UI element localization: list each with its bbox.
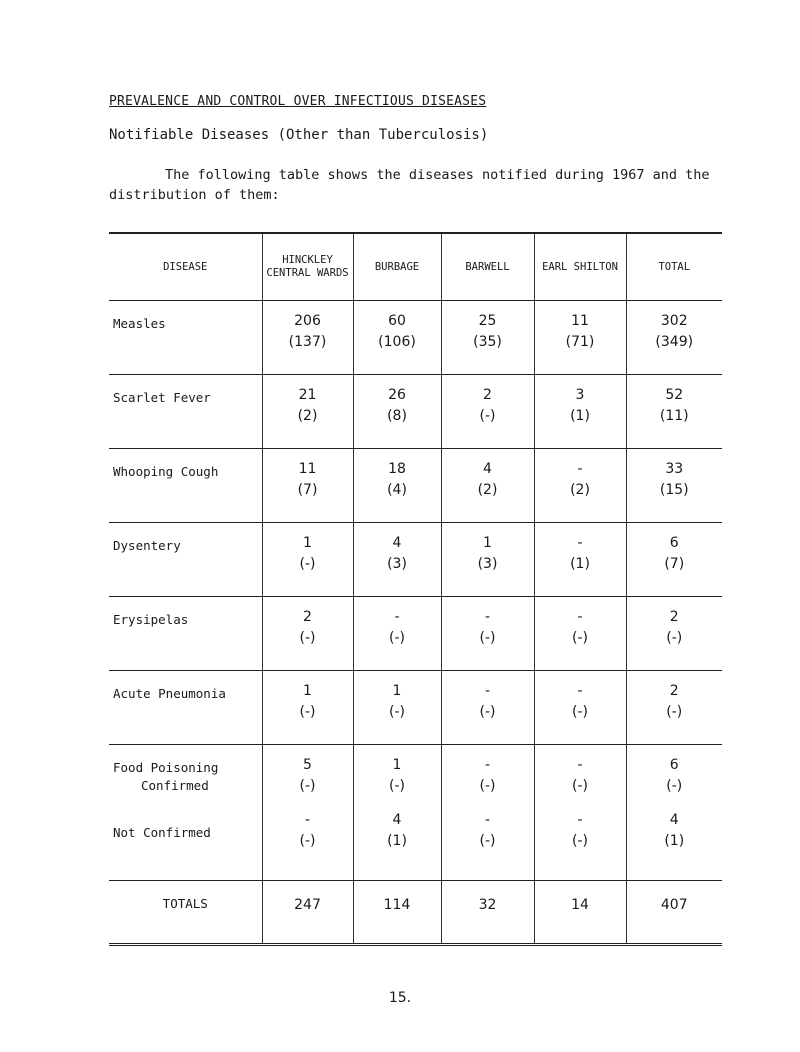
case-count: 1 <box>483 535 492 551</box>
case-count: 1 <box>303 535 312 551</box>
totals-label: TOTALS <box>109 881 262 945</box>
previous-year-count: (2) <box>570 482 590 498</box>
case-count: 11 <box>571 313 589 329</box>
header-earl-shilton: EARL SHILTON <box>534 233 626 301</box>
case-count: - <box>577 609 583 625</box>
previous-year-count: (-) <box>299 556 316 572</box>
cell-burbage <box>353 301 441 375</box>
cell-total <box>626 301 722 375</box>
table-row-totals <box>109 881 722 945</box>
previous-year-count: (-) <box>389 704 405 720</box>
case-count: 3 <box>575 387 585 403</box>
previous-year-count: (3) <box>387 556 407 572</box>
previous-year-count: (11) <box>659 408 689 424</box>
confirmed-values <box>442 755 534 810</box>
disease-name: Acute Pneumonia <box>109 671 262 745</box>
not-confirmed-values <box>535 810 626 852</box>
previous-year-count: (35) <box>473 334 502 350</box>
previous-year-count: (-) <box>572 778 588 794</box>
case-count: - <box>484 683 491 699</box>
previous-year-count: (2) <box>297 408 318 424</box>
case-count: 4 <box>392 812 402 828</box>
cell-total <box>626 375 722 449</box>
section-subheading: Notifiable Diseases (Other than Tuberculosis) <box>109 127 489 143</box>
case-count: 21 <box>298 387 317 403</box>
cell-total <box>626 745 722 881</box>
case-count: - <box>577 757 583 773</box>
case-count: 1 <box>392 683 402 699</box>
cell-burbage <box>353 597 441 671</box>
total-earl-shilton: 14 <box>534 881 626 945</box>
previous-year-count: (1) <box>570 556 590 572</box>
previous-year-count: (-) <box>389 630 405 646</box>
previous-year-count: (-) <box>479 408 496 424</box>
cell-burbage <box>353 375 441 449</box>
table-row <box>109 449 722 523</box>
cell-hinckley <box>262 671 353 745</box>
cell-hinckley <box>262 375 353 449</box>
previous-year-count: (349) <box>655 334 694 350</box>
cell-earl-shilton <box>534 597 626 671</box>
previous-year-count: (-) <box>479 704 496 720</box>
cell-total <box>626 597 722 671</box>
previous-year-count: (-) <box>479 630 496 646</box>
case-count: 6 <box>669 535 679 551</box>
previous-year-count: (2) <box>477 482 498 498</box>
confirmed-label: Confirmed <box>141 778 209 793</box>
case-count: 206 <box>294 313 321 329</box>
cell-earl-shilton <box>534 745 626 881</box>
confirmed-values <box>627 755 723 810</box>
cell-burbage <box>353 671 441 745</box>
case-count: - <box>394 609 400 625</box>
cell-earl-shilton <box>534 375 626 449</box>
previous-year-count: (7) <box>664 556 685 572</box>
cell-barwell <box>441 745 534 881</box>
previous-year-count: (3) <box>477 556 498 572</box>
table-row <box>109 375 722 449</box>
previous-year-count: (-) <box>572 630 588 646</box>
previous-year-count: (-) <box>299 778 316 794</box>
previous-year-count: (106) <box>378 334 416 350</box>
cell-total <box>626 523 722 597</box>
total-barwell: 32 <box>441 881 534 945</box>
previous-year-count: (15) <box>659 482 689 498</box>
food-poisoning-label: Food Poisoning <box>113 760 219 775</box>
case-count: - <box>484 609 491 625</box>
confirmed-values <box>535 755 626 810</box>
previous-year-count: (4) <box>387 482 407 498</box>
table-row <box>109 597 722 671</box>
disease-name: Dysentery <box>109 523 262 597</box>
header-hinckley: HINCKLEY CENTRAL WARDS <box>262 233 353 301</box>
page-heading: PREVALENCE AND CONTROL OVER INFECTIOUS DISEASES <box>109 94 487 109</box>
case-count: 1 <box>392 757 402 773</box>
case-count: 2 <box>669 683 679 699</box>
cell-earl-shilton <box>534 523 626 597</box>
total-total: 407 <box>660 897 688 913</box>
table-row-food-poisoning <box>109 745 722 881</box>
case-count: 4 <box>483 461 492 477</box>
previous-year-count: (-) <box>572 704 588 720</box>
case-count: 60 <box>388 313 406 329</box>
not-confirmed-values <box>263 810 353 852</box>
cell-barwell <box>441 597 534 671</box>
cell-hinckley <box>262 523 353 597</box>
previous-year-count: (-) <box>666 630 683 646</box>
food-poisoning-confirmed-label <box>113 759 262 814</box>
previous-year-count: (-) <box>299 630 316 646</box>
previous-year-count: (-) <box>666 778 683 794</box>
cell-barwell <box>441 449 534 523</box>
case-count: 4 <box>392 535 402 551</box>
page-number: 15. <box>388 990 412 1006</box>
cell-earl-shilton <box>534 671 626 745</box>
table-row <box>109 523 722 597</box>
table-header-row <box>109 233 722 301</box>
cell-hinckley <box>262 597 353 671</box>
previous-year-count: (7) <box>297 482 318 498</box>
previous-year-count: (-) <box>666 704 683 720</box>
disease-name: Erysipelas <box>109 597 262 671</box>
case-count: - <box>577 461 583 477</box>
case-count: 302 <box>660 313 688 329</box>
case-count: 33 <box>665 461 684 477</box>
not-confirmed-values <box>354 810 441 852</box>
case-count: 2 <box>669 609 679 625</box>
case-count: 52 <box>665 387 684 403</box>
table-row <box>109 671 722 745</box>
case-count: 4 <box>669 812 679 828</box>
total-burbage: 114 <box>353 881 441 945</box>
cell-barwell <box>441 671 534 745</box>
header-burbage: BURBAGE <box>353 233 441 301</box>
cell-hinckley <box>262 301 353 375</box>
previous-year-count: (-) <box>479 778 496 794</box>
cell-hinckley <box>262 745 353 881</box>
case-count: - <box>577 535 583 551</box>
previous-year-count: (1) <box>664 833 685 849</box>
previous-year-count: (1) <box>387 833 407 849</box>
confirmed-values <box>263 755 353 810</box>
case-count: - <box>577 812 583 828</box>
previous-year-count: (-) <box>299 833 316 849</box>
confirmed-values <box>354 755 441 810</box>
case-count: 11 <box>298 461 317 477</box>
header-total: TOTAL <box>626 233 722 301</box>
cell-burbage <box>353 523 441 597</box>
disease-name: Scarlet Fever <box>109 375 262 449</box>
case-count: 6 <box>669 757 679 773</box>
case-count: - <box>484 757 491 773</box>
not-confirmed-values <box>442 810 534 852</box>
disease-name <box>109 745 262 881</box>
case-count: 2 <box>303 609 312 625</box>
previous-year-count: (71) <box>565 334 595 350</box>
cell-total <box>626 671 722 745</box>
header-disease: DISEASE <box>109 233 262 301</box>
case-count: 1 <box>303 683 312 699</box>
cell-burbage <box>353 449 441 523</box>
case-count: 18 <box>388 461 406 477</box>
previous-year-count: (-) <box>299 704 316 720</box>
previous-year-count: (-) <box>389 778 405 794</box>
case-count: - <box>484 812 491 828</box>
case-count: 26 <box>388 387 406 403</box>
cell-earl-shilton <box>534 301 626 375</box>
case-count: 5 <box>303 757 312 773</box>
intro-paragraph: The following table shows the diseases notified during 1967 and the distribution of them: <box>109 167 710 203</box>
not-confirmed-label: Not Confirmed <box>113 825 211 840</box>
previous-year-count: (-) <box>479 833 496 849</box>
not-confirmed-values <box>627 810 723 852</box>
cell-barwell <box>441 375 534 449</box>
case-count: - <box>577 683 583 699</box>
previous-year-count: (-) <box>572 833 588 849</box>
cell-hinckley <box>262 449 353 523</box>
previous-year-count: (137) <box>288 334 327 350</box>
case-count: 25 <box>478 313 497 329</box>
disease-name: Whooping Cough <box>109 449 262 523</box>
cell-barwell <box>441 301 534 375</box>
table-row <box>109 301 722 375</box>
previous-year-count: (1) <box>570 408 590 424</box>
previous-year-count: (8) <box>387 408 407 424</box>
cell-barwell <box>441 523 534 597</box>
header-barwell: BARWELL <box>441 233 534 301</box>
notifiable-diseases-table <box>109 232 722 946</box>
cell-earl-shilton <box>534 449 626 523</box>
total-hinckley: 247 <box>262 881 353 945</box>
disease-name: Measles <box>109 301 262 375</box>
case-count: - <box>304 812 311 828</box>
cell-burbage <box>353 745 441 881</box>
cell-total <box>626 449 722 523</box>
case-count: 2 <box>483 387 492 403</box>
